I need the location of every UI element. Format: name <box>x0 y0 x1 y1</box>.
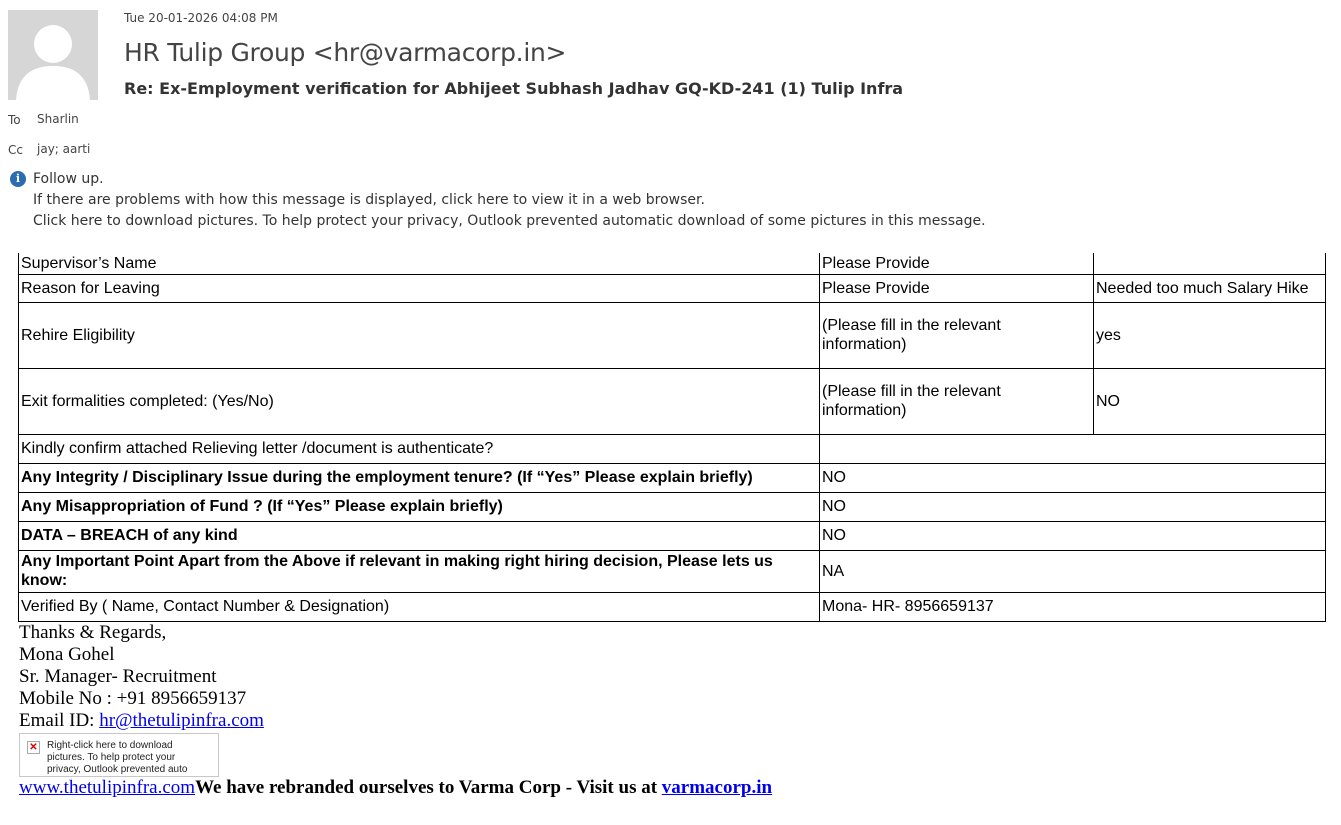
row-label: DATA – BREACH of any kind <box>19 521 820 550</box>
blocked-image-text: Right-click here to download pictures. To help protect your privacy, Outlook prevented auto <box>47 740 188 775</box>
row-label: Any Integrity / Disciplinary Issue during the employment tenure? (If “Yes” Please explain briefly) <box>19 463 820 492</box>
row-provided: Please Provide <box>820 253 1094 274</box>
table-row <box>19 463 1326 492</box>
table-row <box>19 368 1326 434</box>
table-row <box>19 521 1326 550</box>
row-provided: Please Provide <box>820 274 1094 302</box>
table-row <box>19 550 1326 592</box>
person-icon <box>8 10 98 100</box>
blocked-image-placeholder[interactable] <box>19 733 219 777</box>
table-row <box>19 434 1326 463</box>
cc-label: Cc <box>8 143 23 157</box>
email-link[interactable]: hr@thetulipinfra.com <box>99 710 264 731</box>
row-response: NO <box>820 492 1326 521</box>
table-row <box>19 253 1326 274</box>
row-response <box>1094 253 1326 274</box>
download-pictures-link[interactable]: Click here to download pictures. To help protect your privacy, Outlook prevented automatic download of some pictures in this message. <box>33 213 986 229</box>
row-response: NO <box>820 521 1326 550</box>
signature-designation: Sr. Manager- Recruitment <box>19 666 217 687</box>
row-response: NO <box>820 463 1326 492</box>
row-label: Supervisor’s Name <box>19 253 820 274</box>
follow-up-flag: Follow up. <box>33 171 104 187</box>
signature-email-line <box>19 710 264 732</box>
website-link[interactable]: www.thetulipinfra.com <box>19 777 196 798</box>
email-label: Email ID: <box>19 710 100 731</box>
rebrand-text: We have rebranded ourselves to Varma Corp - Visit us at <box>195 777 662 798</box>
verification-table <box>18 253 1326 622</box>
signature-regards: Thanks & Regards, <box>19 622 167 643</box>
email-subject: Re: Ex-Employment verification for Abhijeet Subhash Jadhav GQ-KD-241 (1) Tulip Infra <box>124 79 904 98</box>
table-row <box>19 492 1326 521</box>
row-label: Kindly confirm attached Relieving letter /document is authenticate? <box>19 434 820 463</box>
row-label: Verified By ( Name, Contact Number & Designation) <box>19 592 820 621</box>
row-response: Needed too much Salary Hike <box>1094 274 1326 302</box>
row-label: Any Misappropriation of Fund ? (If “Yes” Please explain briefly) <box>19 492 820 521</box>
table-row <box>19 274 1326 302</box>
row-provided: (Please fill in the relevant information) <box>820 368 1094 434</box>
info-icon: i <box>10 171 26 187</box>
view-in-browser-link[interactable]: If there are problems with how this message is displayed, click here to view it in a web browser. <box>33 192 705 208</box>
sender-name[interactable]: HR Tulip Group <hr@varmacorp.in> <box>124 38 567 67</box>
to-recipients[interactable]: Sharlin <box>37 112 79 126</box>
row-response: NA <box>820 550 1326 592</box>
broken-image-icon: ✕ <box>27 741 40 754</box>
signature-mobile: Mobile No : +91 8956659137 <box>19 688 247 709</box>
footer-line <box>19 777 772 799</box>
row-response: NO <box>1094 368 1326 434</box>
table-row <box>19 302 1326 368</box>
row-label: Any Important Point Apart from the Above if relevant in making right hiring decision, Please lets us know: <box>19 550 820 592</box>
sent-date: Tue 20-01-2026 04:08 PM <box>124 11 278 25</box>
row-label: Rehire Eligibility <box>19 302 820 368</box>
signature-name: Mona Gohel <box>19 644 115 665</box>
row-response <box>820 434 1326 463</box>
to-label: To <box>8 113 21 127</box>
row-label: Reason for Leaving <box>19 274 820 302</box>
row-response: Mona- HR- 8956659137 <box>820 592 1326 621</box>
sender-avatar <box>8 10 98 100</box>
row-provided: (Please fill in the relevant information) <box>820 302 1094 368</box>
new-site-link[interactable]: varmacorp.in <box>661 777 773 798</box>
row-response: yes <box>1094 302 1326 368</box>
cc-recipients[interactable]: jay; aarti <box>37 142 91 156</box>
row-label: Exit formalities completed: (Yes/No) <box>19 368 820 434</box>
table-row <box>19 592 1326 621</box>
